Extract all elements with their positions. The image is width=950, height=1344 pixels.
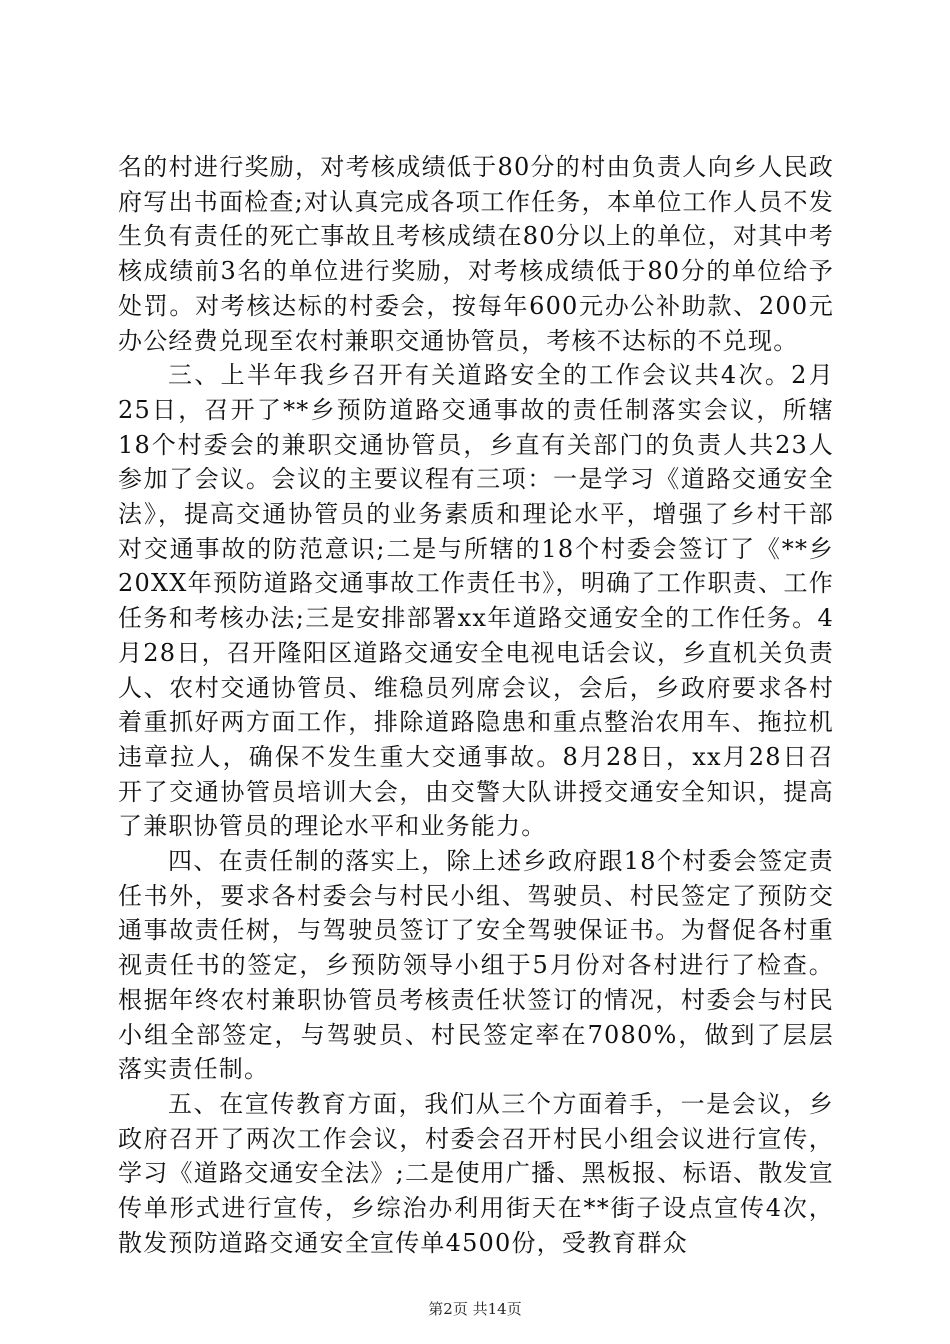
document-body — [118, 150, 834, 1261]
page-number-footer: 第2页 共14页 — [428, 1300, 522, 1318]
paragraph-section-three: 三、上半年我乡召开有关道路安全的工作会议共4次。2月25日，召开了**乡预防道路交通事故的责任制落实会议，所辖18个村委会的兼职交通协管员，乡直有关部门的负责人共23人参加了会议。会议的主要议程有三项：一是学习《道路交通安全法》，提高交通协管员的业务素质和理论水平，增强了乡村干部对交通事故的防范意识;二是与所辖的18个村委会签订了《**乡20XX年预防道路交通事故工作责任书》，明确了工作职责、工作任务和考核办法;三是安排部署xx年道路交通安全的工作任务。4月28日，召开隆阳区道路交通安全电视电话会议，乡直机关负责人、农村交通协管员、维稳员列席会议，会后，乡政府要求各村着重抓好两方面工作，排除道路隐患和重点整治农用车、拖拉机违章拉人，确保不发生重大交通事故。8月28日，xx月28日召开了交通协管员培训大会，由交警大队讲授交通安全知识，提高了兼职协管员的理论水平和业务能力。 — [118, 361, 834, 841]
paragraph-section-five: 五、在宣传教育方面，我们从三个方面着手，一是会议，乡政府召开了两次工作会议，村委会召开村民小组会议进行宣传，学习《道路交通安全法》;二是使用广播、黑板报、标语、散发宣传单形式进行宣传，乡综治办利用街天在**街子设点宣传4次，散发预防道路交通安全宣传单4500份，受教育群众 — [118, 1089, 834, 1257]
paragraph-section-four: 四、在责任制的落实上，除上述乡政府跟18个村委会签定责任书外，要求各村委会与村民小组、驾驶员、村民签定了预防交通事故责任树，与驾驶员签订了安全驾驶保证书。为督促各村重视责任书的签定，乡预防领导小组于5月份对各村进行了检查。根据年终农村兼职协管员考核责任状签订的情况，村委会与村民小组全部签定，与驾驶员、村民签定率在7080%，做到了层层落实责任制。 — [118, 847, 834, 1084]
paragraph-continuation: 名的村进行奖励，对考核成绩低于80分的村由负责人向乡人民政府写出书面检查;对认真完成各项工作任务，本单位工作人员不发生负有责任的死亡事故且考核成绩在80分以上的单位，对其中考核成绩前3名的单位进行奖励，对考核成绩低于80分的单位给予处罚。对考核达标的村委会，按每年600元办公补助款、200元办公经费兑现至农村兼职交通协管员，考核不达标的不兑现。 — [118, 153, 834, 355]
